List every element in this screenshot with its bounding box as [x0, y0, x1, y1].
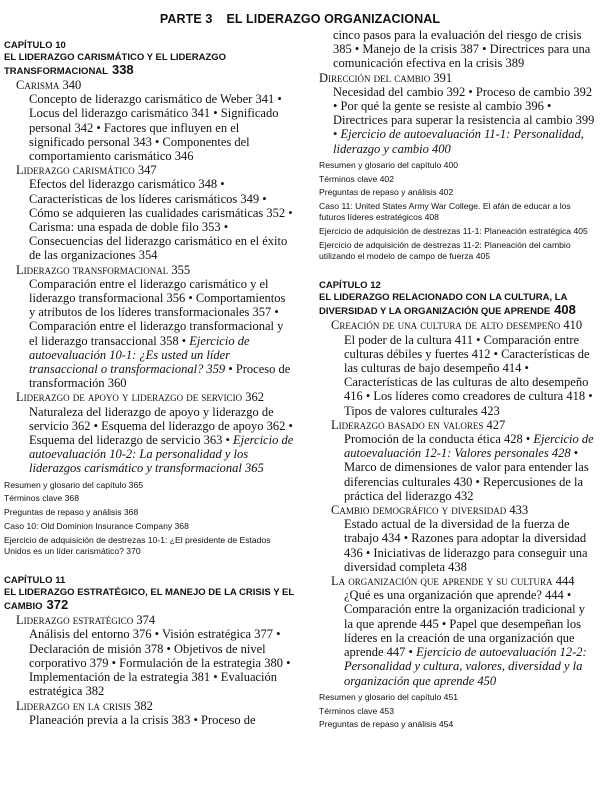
chapter-label: CAPÍTULO 11: [4, 575, 66, 587]
extra-item: Resumen y glosario del capítulo 365: [4, 479, 144, 490]
chapter-title: EL LIDERAZGO CARISMÁTICO Y EL LIDERAZGO TRANSFORMACIONAL 338: [4, 52, 227, 77]
extra-item: Términos clave 368: [4, 493, 79, 504]
extra-item: Resumen y glosario del capítulo 451: [319, 691, 459, 702]
exercise-reference: Ejercicio de autoevaluación 10-1: ¿Es usted un líder transaccional o transformacional? 359: [29, 333, 250, 377]
extra-item: Términos clave 402: [319, 173, 394, 184]
section-entries: Necesidad del cambio 392 • Proceso de cambio 392 • Por qué la gente se resiste al cambio 396 • Directrices para superar la resistencia al cambio 399 • Ejercicio de autoevaluación 11-1: Personalidad, liderazgo y cambio 400: [333, 84, 595, 156]
part-title: EL LIDERAZGO ORGANIZACIONAL: [226, 12, 441, 26]
extra-item: Resumen y glosario del capítulo 400: [319, 159, 459, 170]
chapter-11: [4, 575, 294, 727]
chapter-title: EL LIDERAZGO ESTRATÉGICO, EL MANEJO DE LA CRISIS Y EL CAMBIO 372: [4, 587, 294, 613]
chapter-10: [4, 40, 294, 557]
section-entries: Concepto de liderazgo carismático de Weber 341 • Locus del liderazgo carismático 341 • Significado personal 342 • Factores que influyen en el significado personal 343 • Componentes del comportamiento carismático 346: [29, 92, 282, 164]
extra-item: Ejercicio de adquisición de destrezas 11-2: Planeación del cambio utilizando el modelo de campo de fuerza 405: [319, 240, 571, 262]
exercise-reference: Ejercicio de autoevaluación 12-1: Valores personales 428: [344, 432, 594, 461]
section-entries: Estado actual de la diversidad de la fuerza de trabajo 434 • Razones para adoptar la diversidad 436 • Iniciativas de liderazgo para conseguir una diversidad completa 438: [344, 517, 588, 574]
chapter-extras: [319, 692, 597, 731]
section-heading: Liderazgo en la crisis 382: [16, 698, 153, 713]
extra-item: Caso 10: Old Dominion Insurance Company 368: [4, 521, 189, 532]
section-heading: Liderazgo carismático 347: [16, 163, 157, 178]
section-entries: El poder de la cultura 411 • Comparación entre culturas débiles y fuertes 412 • Características de las culturas de bajo desempeño 414 • Características de las culturas de alto desempeño 416 • Los líderes como creadores de cultura 418 • Tipos de valores culturales 423: [344, 332, 593, 418]
chapter-title: EL LIDERAZGO RELACIONADO CON LA CULTURA, LA DIVERSIDAD Y LA ORGANIZACIÓN QUE APRENDE 408: [319, 292, 576, 318]
section-entries: ¿Qué es una organización que aprende? 444 • Comparación entre la organización tradicional y la que aprende 445 • Papel que desempeñan los líderes en la creación de una organización que aprende 447 • Ejercicio de autoevaluación 12-2: Personalidad y cultura, valores, diversidad y la organización que aprende 450: [344, 588, 587, 688]
section-heading: Dirección del cambio 391: [319, 70, 453, 85]
chapter-12: [319, 280, 597, 730]
section-entries: Planeación previa a la crisis 383 • Proceso de: [29, 712, 256, 727]
chapter-page: 372: [46, 597, 69, 613]
extra-item: Ejercicio de adquisición de destrezas 10-1: ¿El presidente de Estados Unidos es un líder carismático? 370: [4, 534, 271, 557]
chapter-label: CAPÍTULO 12: [319, 280, 381, 292]
page-header: [0, 12, 600, 26]
extra-item: Preguntas de repaso y análisis 368: [4, 507, 139, 518]
exercise-reference: Ejercicio de autoevaluación 12-2: Personalidad y cultura, valores, diversidad y la organización que aprende 450: [344, 645, 587, 688]
section-heading: Carisma 340: [16, 78, 82, 92]
section-entries: Análisis del entorno 376 • Visión estratégica 377 • Declaración de misión 378 • Objetivos de nivel corporativo 379 • Formulación de la estrategia 380 • Implementación de la estrategia 381 • Evaluación estratégica 382: [29, 627, 291, 699]
section-heading: Creación de una cultura de alto desempeño 410: [331, 318, 583, 333]
section-heading: La organización que aprende y su cultura 444: [331, 574, 575, 589]
section-entries: Efectos del liderazgo carismático 348 • Características de los líderes carismáticos 349 • Cómo se adquieren las cualidades carismáticas 352 • Carisma: una espada de doble filo 353 • Consecuencias del liderazgo carismático en el éxito de las organizaciones 354: [29, 177, 293, 263]
chapter-extras: [319, 160, 597, 263]
right-column: [319, 28, 597, 749]
extra-item: Ejercicio de adquisición de destrezas 11-1: Planeación estratégica 405: [319, 226, 588, 237]
section-entries: Comparación entre el liderazgo carismático y el liderazgo transformacional 356 • Comportamientos y atributos de los líderes transformacionales 357 • Comparación entre el liderazgo transformacional y el liderazgo transaccional 358 • Ejercicio de autoevaluación 10-1: ¿Es usted un líder transaccional o transformacional? 359 • Proceso de transformación 360: [29, 276, 291, 391]
section-heading: Cambio demográfico y diversidad 433: [331, 503, 529, 518]
section-heading: Liderazgo de apoyo y liderazgo de servicio 362: [16, 390, 265, 405]
part-label: PARTE 3: [159, 12, 213, 26]
chapter-page: 338: [111, 62, 134, 77]
section-entries: Naturaleza del liderazgo de apoyo y liderazgo de servicio 362 • Esquema del liderazgo de apoyo 362 • Esquema del liderazgo de servicio 363 • Ejercicio de autoevaluación 10-2: La personalidad y los liderazgos carismático y transformacional 365: [29, 404, 294, 476]
chapter-page: 408: [554, 302, 576, 318]
section-heading: Liderazgo estratégico 374: [16, 613, 156, 628]
chapter-extras: [4, 480, 294, 558]
extra-item: Preguntas de repaso y análisis 402: [319, 187, 454, 198]
exercise-reference: Ejercicio de autoevaluación 10-2: La personalidad y los liderazgos carismático y transformacional 365: [29, 433, 294, 476]
section-heading: Liderazgo basado en valores 427: [331, 417, 506, 432]
left-column: [4, 40, 294, 745]
chapter-label: CAPÍTULO 10: [4, 40, 66, 51]
extra-item: Preguntas de repaso y análisis 454: [319, 719, 454, 730]
extra-item: Caso 11: United States Army War College. El afán de educar a los futuros líderes estratégicos 408: [319, 201, 571, 223]
exercise-reference: Ejercicio de autoevaluación 11-1: Personalidad, liderazgo y cambio 400: [333, 127, 584, 156]
section-heading: Liderazgo transformacional 355: [16, 262, 191, 277]
extra-item: Términos clave 453: [319, 705, 394, 716]
continued-entries: cinco pasos para la evaluación del riesgo de crisis 385 • Manejo de la crisis 387 • Directrices para una comunicación efectiva en la crisis 389: [333, 28, 591, 71]
section-entries: Promoción de la conducta ética 428 • Ejercicio de autoevaluación 12-1: Valores personales 428 • Marco de dimensiones de valor para entender las diferencias culturales 430 • Repercusiones de la práctica del liderazgo 432: [344, 432, 594, 503]
